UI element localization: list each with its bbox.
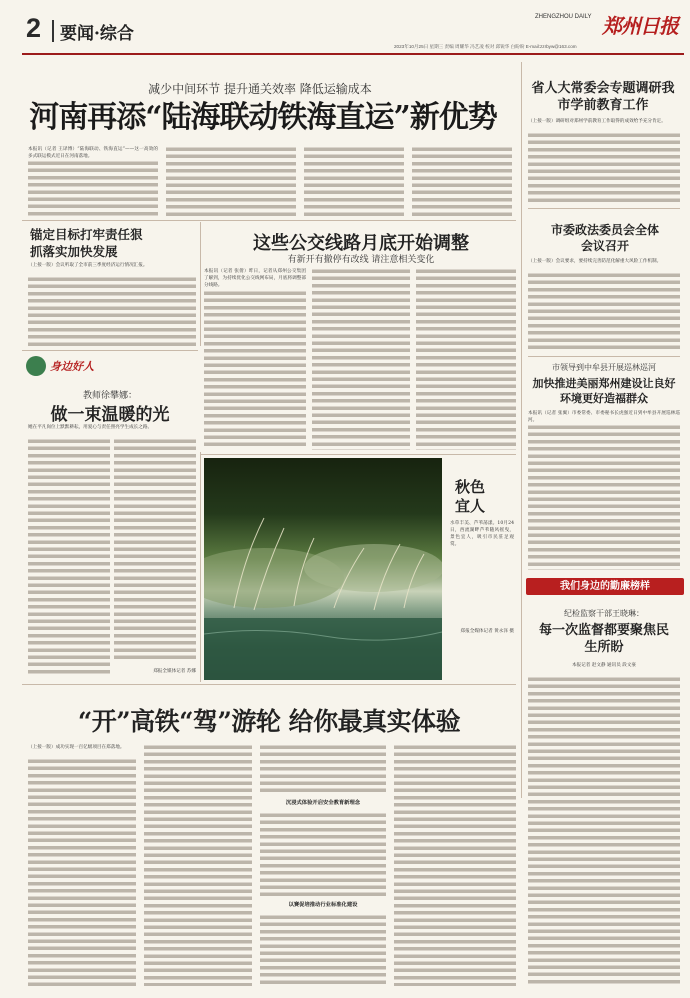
divider	[200, 454, 516, 455]
article-anchor-lead: （上接一版）会议听取了全市前三季度经济运行情况汇报。	[28, 263, 148, 268]
right-article-1-body	[528, 132, 680, 202]
section-title: 要闻·综合	[60, 24, 134, 44]
profile-body-col1	[28, 438, 110, 676]
right-article-1-lead: （上接一版）调研组对郑州学前教育工作取得的成效给予充分肯定。	[528, 119, 666, 124]
right-article-4-body	[528, 676, 680, 986]
bottom-body-col3a	[260, 744, 386, 796]
profile-body-col2	[114, 438, 196, 662]
profile-tag-label: 身边好人	[50, 360, 94, 373]
autumn-photo	[204, 458, 442, 680]
section-divider	[52, 20, 54, 42]
masthead-rule	[22, 53, 684, 55]
column-divider	[200, 452, 201, 682]
issue-info: 2023年10月25日 星期三 责编 周耀华 冯艺凌 校对 邱锐华 白盼盼 E-mail:zzrbyw@163.com	[394, 44, 577, 49]
profile-credit: 郑报全媒体记者 苏娜	[153, 669, 196, 674]
lead-body-col1	[28, 160, 158, 216]
bottom-body-col3b	[260, 812, 386, 898]
lead-byline: 本报讯（记者 王译博）“陆海联动、铁海直运”——这一高效的多式联运模式近日在河南落地。	[28, 147, 158, 159]
bottom-body-col2	[144, 744, 252, 986]
bottom-body-col1	[28, 758, 136, 986]
lead-body-col2	[166, 146, 296, 216]
profile-kicker: 教师徐攀娜：	[82, 391, 137, 401]
bottom-subhead-2: 以赛促培推动行业标准化建设	[288, 902, 358, 908]
article-anchor-body	[28, 276, 196, 346]
honor-banner-label: 我们身边的勤廉榜样	[560, 581, 650, 592]
bus-subhead: 有新开有撤停有改线 请注意相关变化	[287, 255, 435, 265]
honor-banner	[526, 578, 684, 595]
bus-body-col1	[204, 290, 306, 450]
badge-icon	[26, 356, 46, 376]
page-number: 2	[26, 13, 42, 43]
paper-logo: 郑州日报	[602, 14, 678, 38]
article-anchor-headline: 锚定目标打牢责任狠抓落实加快发展	[30, 227, 143, 259]
divider	[22, 684, 516, 685]
bus-body-col3	[416, 268, 516, 450]
bottom-body-col4	[394, 744, 516, 986]
profile-tag	[26, 356, 196, 378]
right-article-3-kicker: 市领导到中牟县开展巡林巡河	[552, 363, 656, 372]
bus-body-col2	[312, 268, 410, 450]
paper-pinyin: ZHENGZHOU DAILY	[535, 14, 592, 20]
divider	[528, 356, 680, 357]
column-divider	[521, 62, 522, 798]
right-article-2-headline: 市委政法委员会全体会议召开	[550, 223, 659, 253]
photo-caption: 水草丰美、芦苇荡漾。10月24日，西流湖畔芦苇随风摇曳，景色宜人，吸引市民驻足观赏。	[450, 521, 514, 547]
divider	[22, 220, 516, 221]
profile-headline: 做一束温暖的光	[50, 405, 170, 425]
right-article-1-headline: 省人大常委会专题调研我市学前教育工作	[531, 81, 675, 113]
column-divider	[200, 222, 201, 346]
photo-credit: 郑报全媒体记者 黄永泽 摄	[460, 629, 514, 634]
right-article-2-body	[528, 272, 680, 350]
right-article-4-headline: 每一次监督都要聚焦民生所盼	[538, 623, 669, 655]
bottom-subhead-1: 沉浸式体验开启安全教育新理念	[285, 800, 361, 806]
photo-title: 秋色宜人	[454, 478, 485, 515]
bottom-body-col3c	[260, 914, 386, 986]
lead-body-col3	[304, 146, 404, 216]
lead-body-col4	[412, 146, 512, 216]
bottom-lead: （上接一版）成功实现一百亿级项目在郑落地。	[28, 745, 125, 750]
reeds-illustration	[204, 458, 442, 680]
lead-kicker: 减少中间环节 提升通关效率 降低运输成本	[148, 82, 372, 96]
bottom-headline: “开”高铁“驾”游轮 给你最真实体验	[77, 707, 461, 736]
right-article-2-lead: （上接一版）会议要求，要持续完善防范化解重大风险工作机制。	[528, 259, 662, 264]
bus-headline: 这些公交线路月底开始调整	[253, 233, 469, 254]
profile-lead: 她在平凡岗位上默默耕耘，用爱心与责任照亮学生成长之路。	[28, 425, 153, 430]
right-article-3-body	[528, 424, 680, 570]
right-article-4-kicker: 纪检监察干部王晓琳：	[564, 609, 644, 618]
lead-headline: 河南再添“陆海联动铁海直运”新优势	[29, 100, 497, 135]
masthead	[0, 0, 690, 58]
right-article-3-byline: 本报讯（记者 张翼）市委常委、市委秘书长虎强近日到中牟县开展巡林巡河。	[528, 411, 680, 423]
bus-byline: 本报讯（记者 张倩）昨日，记者从郑州公交集团了解到，为持续优化公交线网布局，月底将调整部分线路。	[204, 269, 306, 288]
right-article-3-headline: 加快推进美丽郑州建设让良好环境更好造福群众	[532, 377, 676, 405]
right-article-4-byline: 本报记者 赵文静 通讯员 段文豪	[571, 663, 637, 668]
divider	[22, 350, 198, 351]
divider	[528, 208, 680, 209]
